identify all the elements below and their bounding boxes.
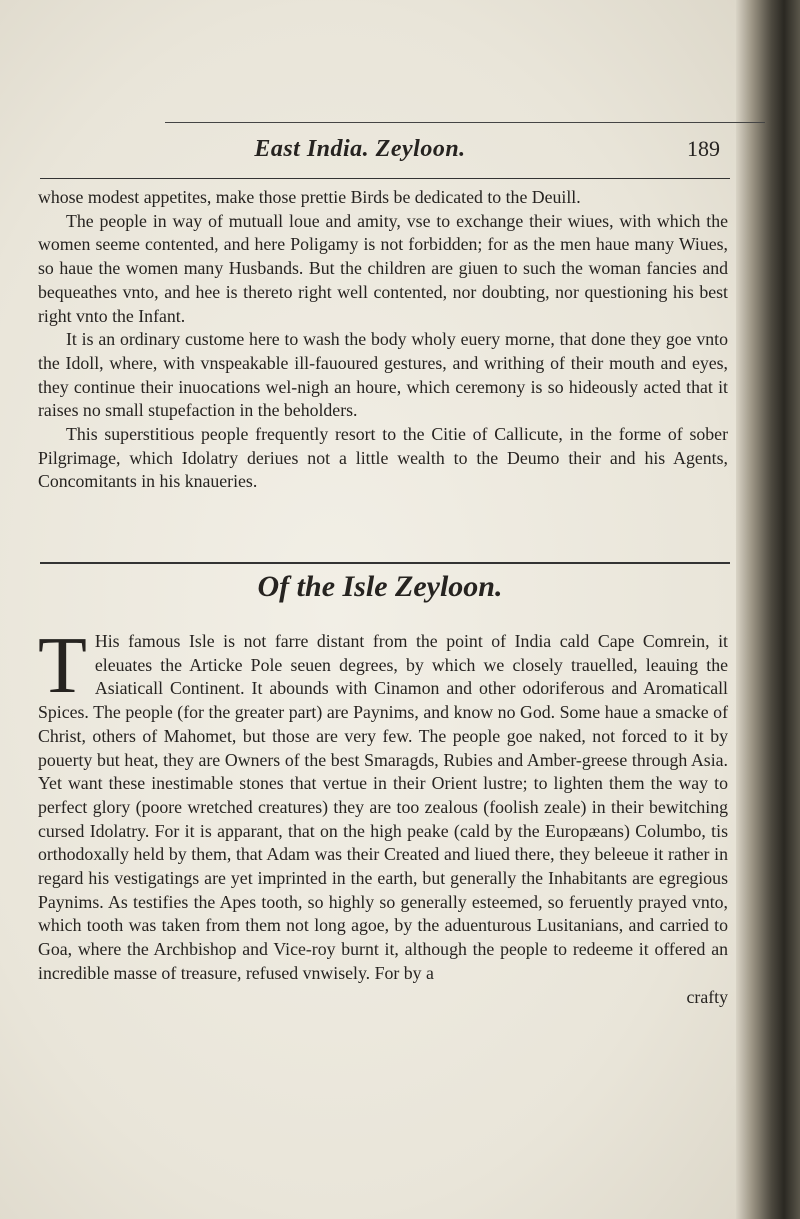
section-rule: [40, 562, 730, 564]
paragraph: whose modest appetites, make those prettie Birds be dedicated to the Deuill.: [38, 187, 581, 207]
body-text-section: [38, 622, 728, 1009]
paragraph: It is an ordinary custome here to wash the body wholy euery morne, that done they goe vnto the Idoll, where, with vnspeakable ill-fauoured gestures, and writhing of their mouth and eyes, they continue their inuocations wel-nigh an houre, which ceremony is so hideously acted that it raises no small stupefaction in the beholders.: [38, 329, 728, 421]
page-title: East India. Zeyloon.: [254, 136, 466, 162]
paragraph: The people in way of mutuall loue and amity, vse to exchange their wiues, with which the women seeme contented, and here Poligamy is not forbidden; for as the men haue many Wiues, so haue the women many Husbands. But the children are giuen to such the woman fancies and bequeathes vnto, and hee is thereto right well contented, nor doubting, nor questioning his best right vnto the Infant.: [38, 210, 728, 326]
page-number: 189: [687, 136, 720, 161]
paragraph: This superstitious people frequently resort to the Citie of Callicute, in the forme of sober Pilgrimage, which Idolatry deriues not a little wealth to the Deumo their and his Agents, Concomitants in his knaueries.: [38, 424, 728, 492]
running-head: [40, 130, 720, 170]
body-text-top: [38, 186, 728, 494]
catchword: crafty: [686, 986, 728, 1007]
top-rule: [165, 122, 765, 123]
paragraph: His famous Isle is not farre distant from the point of India cald Cape Comrein, it eleuates the Articke Pole seuen degrees, by which we closely trauelled, leauing the Asiaticall Continent. It abounds with Cinamon and other odoriferous and Aromaticall Spices. The people (for the greater part) are Paynims, and know no God. Some haue a smacke of Christ, others of Mahomet, but those are very few. The people goe naked, not forced to it by pouerty but heat, they are Owners of the best Smaragds, Rubies and Amber-greese through Asia. Yet want these inestimable stones that vertue in their Orient lustre; to lighten them the way to perfect glory (poore wretched creatures) they are too zealous (foolish zeale) in their bewitching cursed Idolatry. For it is apparant, that on the high peake (cald by the Europæans) Columbo, tis orthodoxally held by them, that Adam was their Created and liued there, they beleeue it rather in regard his vestigatings are yet imprinted in the earth, but generally the Inhabitants are egregious Paynims. As testifies the Apes tooth, so highly so generally esteemed, so feruently prayed vnto, which tooth was taken from them not long agoe, by the aduenturous Lusitanians, and carried to Goa, where the Archbishop and Vice-roy burnt it, although the people to redeeme it offered an incredible masse of treasure, refused vnwisely. For by a: [38, 631, 728, 983]
book-binding: [736, 0, 800, 1219]
drop-cap: T: [38, 622, 87, 710]
header-rule: [40, 178, 730, 179]
section-heading: Of the Isle Zeyloon.: [257, 570, 503, 603]
